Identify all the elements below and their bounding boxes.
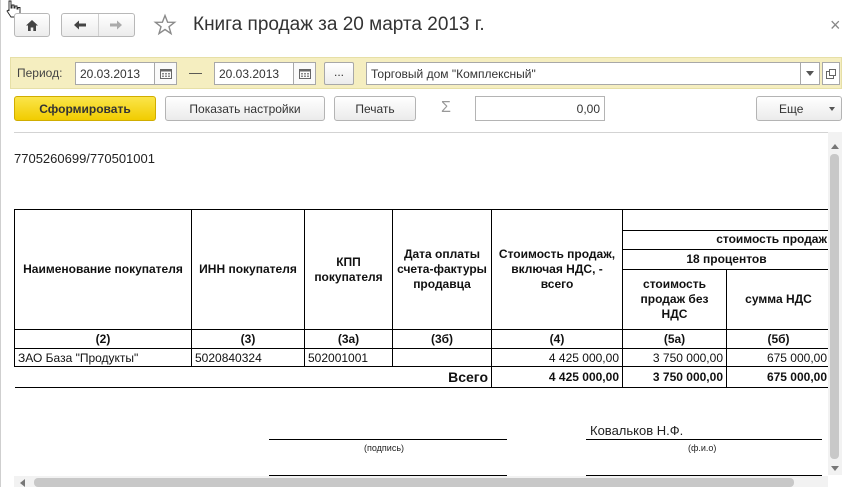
- horizontal-scroll-thumb[interactable]: [34, 478, 794, 487]
- cell-kpp: 502001001: [305, 349, 393, 367]
- navigation-arrows: [61, 13, 135, 37]
- header-top-spacer: [623, 210, 831, 231]
- header-group-cost-text: стоимость продаж: [716, 232, 827, 246]
- date-from-calendar-button[interactable]: [155, 62, 177, 85]
- report-area[interactable]: [14, 132, 842, 487]
- column-number: (2): [15, 330, 192, 349]
- date-to-field[interactable]: 20.03.2013: [214, 62, 294, 85]
- period-bar: [10, 57, 842, 89]
- favorite-star-icon[interactable]: [153, 13, 177, 37]
- generate-button[interactable]: Сформировать: [14, 96, 156, 121]
- home-icon: [25, 19, 39, 32]
- close-icon[interactable]: ×: [830, 15, 841, 35]
- signature-caption: (подпись): [364, 443, 405, 453]
- print-button[interactable]: Печать: [334, 96, 416, 121]
- cell-buyer: ЗАО База "Продукты": [15, 349, 192, 367]
- cell-total: 4 425 000,00: [492, 349, 623, 367]
- table-row[interactable]: [15, 349, 831, 367]
- seller-inn-kpp: 7705260699/770501001: [14, 151, 155, 166]
- totals-cost-no-vat: 3 750 000,00: [623, 367, 727, 388]
- column-number: (3): [192, 330, 305, 349]
- totals-label: Всего: [15, 367, 492, 388]
- cell-vat: 675 000,00: [727, 349, 831, 367]
- organization-dropdown-button[interactable]: [801, 62, 820, 85]
- column-number: (5а): [623, 330, 727, 349]
- window-title: Книга продаж за 20 марта 2013 г.: [193, 14, 485, 35]
- calendar-icon: [299, 69, 311, 79]
- calendar-icon: [160, 69, 172, 79]
- column-number: (4): [492, 330, 623, 349]
- column-numbers-row: [15, 330, 831, 349]
- signer-name: Ковальков Н.Ф.: [590, 423, 684, 438]
- period-label: Период:: [17, 66, 63, 80]
- header-group-18: 18 процентов: [623, 249, 830, 269]
- scroll-down-icon[interactable]: [831, 466, 839, 471]
- totals-total: 4 425 000,00: [492, 367, 623, 388]
- horizontal-scrollbar[interactable]: [14, 476, 828, 487]
- totals-vat: 675 000,00: [727, 367, 831, 388]
- back-button[interactable]: [62, 14, 98, 36]
- column-number: (3б): [393, 330, 492, 349]
- date-from-field[interactable]: 20.03.2013: [75, 62, 155, 85]
- chevron-down-icon: [829, 107, 835, 111]
- header-group-cost: [623, 231, 831, 270]
- header-sales-total: Стоимость продаж, включая НДС, - всего: [492, 210, 623, 330]
- chevron-down-icon: [806, 71, 814, 76]
- more-button-label: Еще: [779, 101, 804, 116]
- arrow-right-icon: [109, 19, 123, 31]
- cell-inn: 5020840324: [192, 349, 305, 367]
- scroll-up-icon[interactable]: [831, 144, 839, 149]
- cell-cost-no-vat: 3 750 000,00: [623, 349, 727, 367]
- home-button[interactable]: [14, 13, 50, 37]
- vertical-scroll-thumb[interactable]: [830, 154, 839, 459]
- column-number: (3а): [305, 330, 393, 349]
- date-to-calendar-button[interactable]: [294, 62, 316, 85]
- vertical-scrollbar[interactable]: [828, 132, 842, 475]
- header-buyer-inn: ИНН покупателя: [192, 210, 305, 330]
- signature-line: [269, 439, 507, 440]
- organization-field[interactable]: Торговый дом "Комплексный": [366, 62, 801, 85]
- arrow-left-icon: [73, 19, 87, 31]
- totals-row: [15, 367, 831, 388]
- open-link-icon: [826, 69, 836, 79]
- more-button[interactable]: [756, 96, 842, 121]
- header-payment-date: Дата оплаты счета-фактуры продавца: [393, 210, 492, 330]
- name-caption: (ф.и.о): [688, 443, 717, 453]
- sum-field: 0,00: [475, 96, 605, 121]
- name-line: [586, 439, 822, 440]
- show-settings-button[interactable]: Показать настройки: [165, 96, 325, 121]
- header-buyer-name: Наименование покупателя: [15, 210, 192, 330]
- select-period-button[interactable]: ...: [324, 62, 354, 85]
- sum-icon: Σ: [441, 99, 451, 116]
- header-buyer-kpp: КПП покупателя: [305, 210, 393, 330]
- header-vat-sum: сумма НДС: [727, 270, 831, 330]
- column-number: (5б): [727, 330, 831, 349]
- forward-button[interactable]: [98, 14, 134, 36]
- header-cost-no-vat: стоимость продаж без НДС: [623, 270, 727, 330]
- scroll-left-icon[interactable]: [20, 479, 25, 487]
- cell-payment-date: [393, 349, 492, 367]
- sales-book-table: [14, 209, 831, 388]
- organization-open-button[interactable]: [822, 62, 840, 85]
- period-separator: —: [189, 65, 202, 80]
